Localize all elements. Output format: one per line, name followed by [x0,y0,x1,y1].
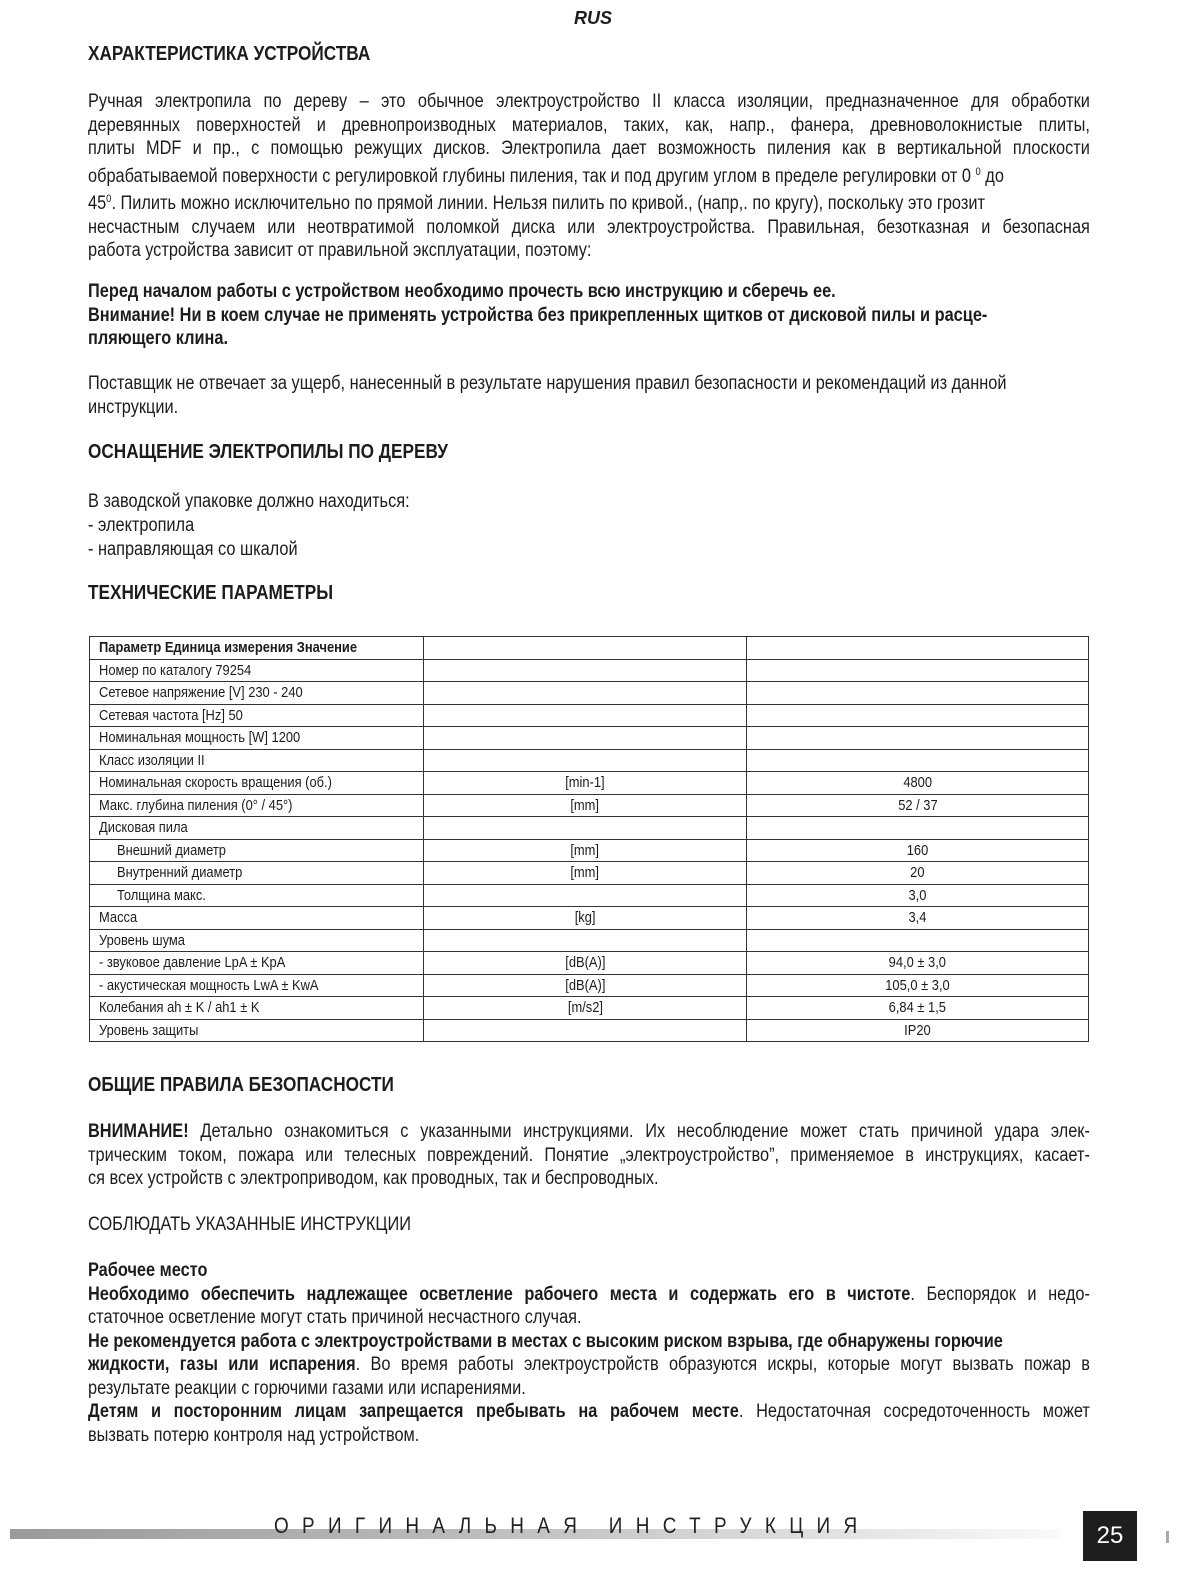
table-cell-unit: [dB(A)] [424,952,747,975]
table-cell-unit: [mm] [424,862,747,885]
warning-line: Внимание! Ни в коем случае не применять устройства без прикрепленных щитков от дисковой пилы и расце- [88,304,988,326]
table-row [90,862,1089,885]
table-cell-value [747,929,1089,952]
table-cell-param: Колебания ah ± K / ah1 ± K [90,997,424,1020]
table-cell-param: Масса [90,907,424,930]
table-cell-value [747,704,1089,727]
text-line: Поставщик не отвечает за ущерб, нанесенный в результате нарушения правил безопасности и рекомендаций из данной [88,373,1007,394]
text-line: $45^0$. Пилить можно исключительно по прямой линии. Нельзя пилить по кривой., (напр,. по кругу), поскольку это грозит [88,193,985,214]
table-row [90,817,1089,840]
table-row [90,704,1089,727]
table-row [90,952,1089,975]
table-cell-unit [424,1019,747,1042]
table-cell-param: Параметр Единица измерения Значение [90,637,424,660]
table-row [90,727,1089,750]
table-cell-unit [424,727,747,750]
table-cell-param: Макс. глубина пиления (0° / 45°) [90,794,424,817]
workplace-line: статочное осветление могут стать причиной несчастного случая. [88,1307,582,1328]
workplace-line: результате реакции с горючими газами или испарениями. [88,1377,526,1399]
table-cell-param: Сетевая частота [Hz] 50 [90,704,424,727]
table-header-row [90,637,1089,660]
equipment-list [88,490,1090,562]
table-row [90,839,1089,862]
text-line: обрабатываемой поверхности с регулировкой глубины пиления, так и под другим углом в пределе регулировки от 0 $^0$ до [88,165,1004,187]
page-number: 25 [1083,1511,1137,1561]
table-cell-param: Дисковая пила [90,817,424,840]
text-line: несчастным случаем или неотвратимой поломкой диска или электроустройства. Правильная, безотказная и безопасная [88,216,1090,238]
table-cell-param: Номинальная скорость вращения (об.) [90,772,424,795]
disclaimer-paragraph [88,372,1090,419]
text-line: ВНИМАНИЕ! Детально ознакомиться с указанными инструкциями. Их несоблюдение может стать причиной удара элек- [88,1121,1090,1142]
table-row [90,1019,1089,1042]
table-row [90,929,1089,952]
table-row [90,907,1089,930]
workplace-line: Не рекомендуется работа с электроустройствами в местах с высоким риском взрыва, где обнаружены горючие [88,1330,1003,1352]
table-cell-value: 20 [747,862,1089,885]
table-cell-unit: [kg] [424,907,747,930]
table-row [90,974,1089,997]
workplace-line: Необходимо обеспечить надлежащее осветление рабочего места и содержать его в чистоте. Беспорядок и недо- [88,1283,1090,1305]
table-cell-value [747,659,1089,682]
workplace-section [88,1259,1090,1447]
table-cell-unit: [min-1] [424,772,747,795]
text-line: Ручная электропила по дереву – это обычное электроустройство II класса изоляции, предназначенное для обработки [88,91,1090,112]
table-cell-unit [424,929,747,952]
table-row [90,884,1089,907]
table-cell-param: Класс изоляции II [90,749,424,772]
workplace-line: вызвать потерю контроля над устройством. [88,1424,420,1446]
table-cell-value [747,637,1089,660]
workplace-line: жидкости, газы или испарения. Во время работы электроустройств образуются искры, которые могут вызвать пожар в [88,1354,1090,1375]
table-cell-unit [424,704,747,727]
section-title-tech: ТЕХНИЧЕСКИЕ ПАРАМЕТРЫ [88,582,334,604]
table-row [90,794,1089,817]
table-cell-param: Сетевое напряжение [V] 230 - 240 [90,682,424,705]
attention-paragraph [88,1120,1090,1191]
text-line: деревянных поверхностей и древнопроизводных материалов, таких, как, напр., фанера, древноволокнистые плиты, [88,114,1090,136]
table-cell-unit [424,749,747,772]
table-cell-value: 105,0 ± 3,0 [747,974,1089,997]
table-cell-param: - акустическая мощность LwA ± KwA [90,974,424,997]
table-cell-unit: [mm] [424,839,747,862]
section-title-characteristics: ХАРАКТЕРИСТИКА УСТРОЙСТВА [88,43,371,65]
table-cell-value: 160 [747,839,1089,862]
text-line: трическим током, пожара или телесных повреждений. Понятие „электроустройство”, применяемое в инструкциях, касает- [88,1144,1090,1166]
page-edge-mark [1166,1531,1169,1543]
table-cell-value: IP20 [747,1019,1089,1042]
workplace-title: Рабочее место [88,1260,208,1281]
table-cell-unit [424,884,747,907]
characteristics-paragraph [88,90,1090,263]
table-cell-value [747,727,1089,750]
warning-line: пляющего клина. [88,328,229,349]
table-cell-value: 94,0 ± 3,0 [747,952,1089,975]
table-cell-value: 52 / 37 [747,794,1089,817]
workplace-line: Детям и посторонним лицам запрещается пребывать на рабочем месте. Недостаточная сосредоточенность может [88,1401,1090,1422]
observe-instructions: СОБЛЮДАТЬ УКАЗАННЫЕ ИНСТРУКЦИИ [88,1214,412,1235]
section-title-equipment: ОСНАЩЕНИЕ ЭЛЕКТРОПИЛЫ ПО ДЕРЕВУ [88,441,448,463]
text-line: ся всех устройств с электроприводом, как проводных, так и беспроводных. [88,1168,659,1189]
text-line: работа устройства зависит от правильной эксплуатации, поэтому: [88,240,592,261]
table-cell-param: Уровень шума [90,929,424,952]
table-row [90,997,1089,1020]
table-cell-value: 4800 [747,772,1089,795]
table-cell-param: Уровень защиты [90,1019,424,1042]
footer-caption: ОРИГИНАЛЬНАЯ ИНСТРУКЦИЯ [274,1513,871,1538]
table-cell-value [747,817,1089,840]
attention-label: ВНИМАНИЕ! [88,1121,189,1142]
equipment-item: - электропила [88,515,195,536]
table-cell-param: Номинальная мощность [W] 1200 [90,727,424,750]
table-cell-unit [424,637,747,660]
table-row [90,682,1089,705]
table-row [90,659,1089,682]
warning-line: Перед началом работы с устройством необходимо прочесть всю инструкцию и сберечь ее. [88,281,836,302]
table-cell-value: 3,4 [747,907,1089,930]
table-cell-value: 3,0 [747,884,1089,907]
table-cell-unit [424,659,747,682]
language-label: RUS [573,8,612,28]
text-line: инструкции. [88,396,179,418]
table-row [90,772,1089,795]
table-cell-param: Внутренний диаметр [90,862,424,885]
table-cell-unit [424,817,747,840]
equipment-item: - направляющая со шкалой [88,539,298,560]
warning-paragraph [88,280,1090,351]
table-cell-unit: [m/s2] [424,997,747,1020]
text-line: плиты MDF и пр., с помощью режущих дисков. Электропила дает возможность пиления как в вертикальной плоскости [88,138,1090,159]
spec-table [89,636,1089,1042]
table-cell-unit [424,682,747,705]
table-cell-param: - звуковое давление LpA ± KpA [90,952,424,975]
table-cell-param: Толщина макс. [90,884,424,907]
table-cell-unit: [dB(A)] [424,974,747,997]
table-row [90,749,1089,772]
table-cell-value [747,749,1089,772]
table-cell-param: Внешний диаметр [90,839,424,862]
table-cell-unit: [mm] [424,794,747,817]
equipment-intro: В заводской упаковке должно находиться: [88,491,410,512]
section-title-safety: ОБЩИЕ ПРАВИЛА БЕЗОПАСНОСТИ [88,1074,394,1096]
table-cell-value: 6,84 ± 1,5 [747,997,1089,1020]
table-cell-param: Номер по каталогу 79254 [90,659,424,682]
table-cell-value [747,682,1089,705]
